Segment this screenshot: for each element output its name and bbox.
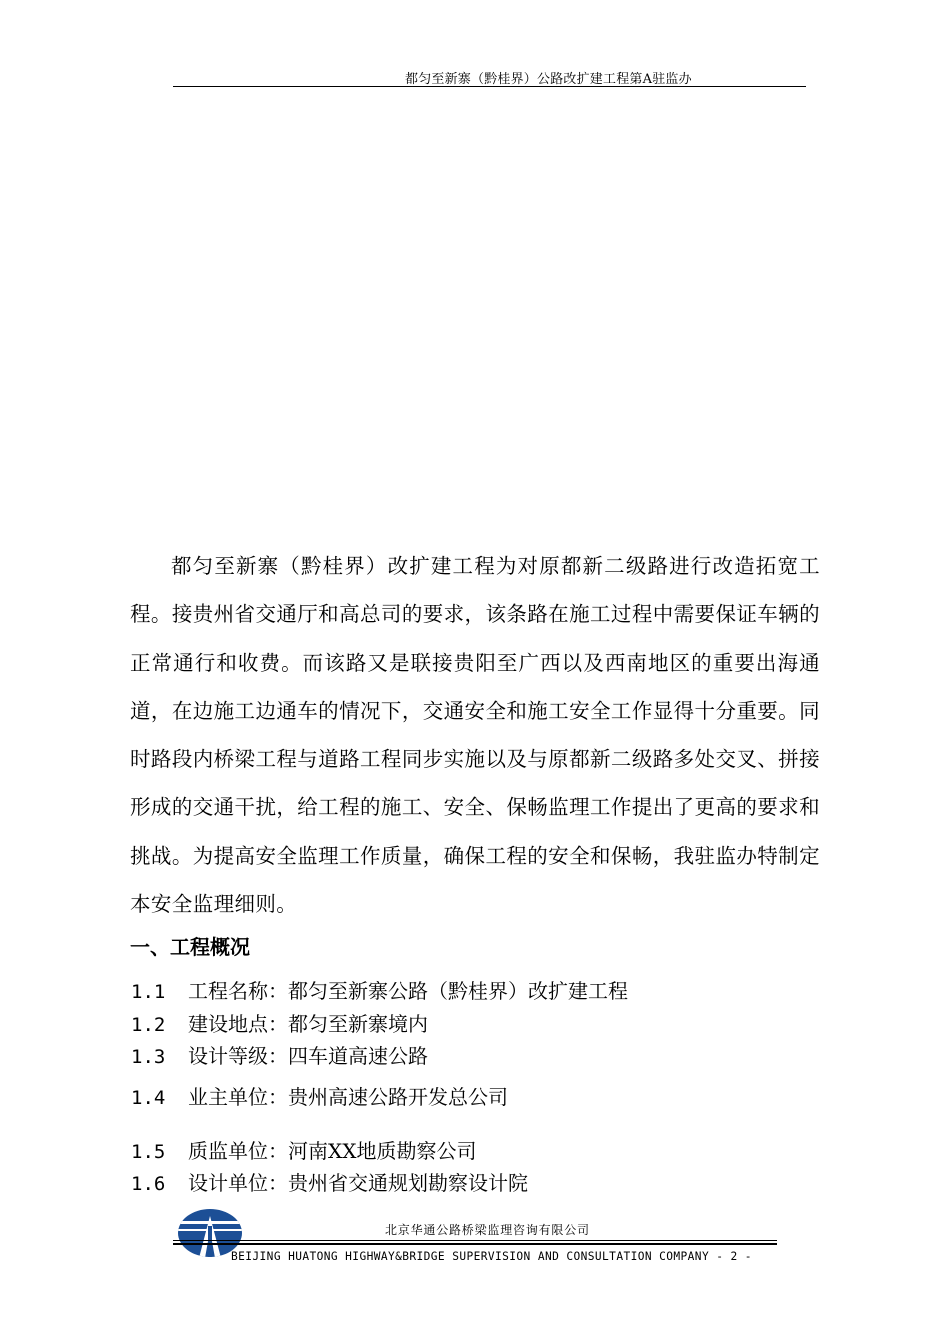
item-text: 建设地点：都匀至新寨境内 [188,1012,428,1036]
item-text: 质监单位：河南XX地质勘察公司 [188,1139,477,1163]
page-number: - 2 - [716,1250,752,1263]
item-number: 1.3 [131,1046,166,1068]
header-rule [173,86,806,87]
section-title: 一、工程概况 [130,935,250,959]
running-header: 都匀至新寨（黔桂界）公路改扩建工程第A驻监办 [405,72,692,87]
footer-company-en [231,1250,752,1263]
list-item [131,1008,428,1037]
footer-rule-thick [173,1243,777,1245]
item-text: 业主单位：贵州高速公路开发总公司 [188,1085,508,1109]
item-number: 1.6 [131,1173,166,1195]
list-item [131,1040,428,1069]
item-text: 设计单位：贵州省交通规划勘察设计院 [188,1171,528,1195]
item-number: 1.2 [131,1014,166,1036]
footer-company-cn: 北京华通公路桥梁监理咨询有限公司 [385,1223,590,1237]
footer-company-en-text: BEIJING HUATONG HIGHWAY&BRIDGE SUPERVISION AND CONSULTATION COMPANY [231,1250,710,1263]
list-item [131,1167,528,1196]
footer-rule [173,1240,777,1241]
list-item [131,975,628,1004]
item-text: 设计等级：四车道高速公路 [188,1044,428,1068]
item-text: 工程名称：都匀至新寨公路（黔桂界）改扩建工程 [188,979,628,1003]
list-item [131,1081,508,1110]
list-item [131,1135,476,1164]
item-number: 1.4 [131,1087,166,1109]
item-number: 1.1 [131,981,166,1003]
intro-paragraph: 都匀至新寨（黔桂界）改扩建工程为对原都新二级路进行改造拓宽工程。接贵州省交通厅和高总司的要求，该条路在施工过程中需要保证车辆的正常通行和收费。而该路又是联接贵阳至广西以及西南地区的重要出海通道，在边施工边通车的情况下，交通安全和施工安全工作显得十分重要。同时路段内桥梁工程与道路工程同步实施以及与原都新二级路多处交叉、拼接形成的交通干扰，给工程的施工、安全、保畅监理工作提出了更高的要求和挑战。为提高安全监理工作质量，确保工程的安全和保畅，我驻监办特制定本安全监理细则。 [130,554,820,917]
item-number: 1.5 [131,1141,166,1163]
